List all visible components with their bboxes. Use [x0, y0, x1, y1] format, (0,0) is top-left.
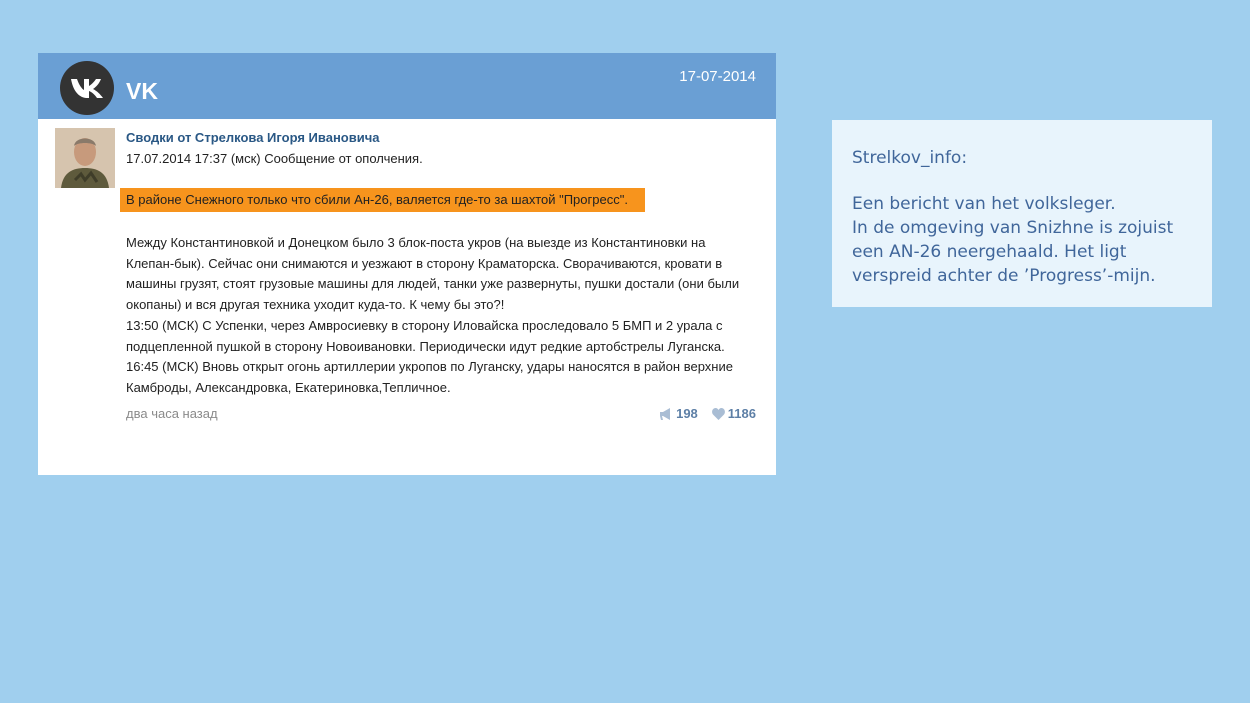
repost-button[interactable]: [659, 406, 698, 421]
post-body: [126, 233, 766, 399]
post-body-line: Между Константиновкой и Донецком было 3 блок-поста укров (на выезде из Константиновки на: [126, 235, 706, 250]
repost-count: 198: [676, 406, 698, 421]
post-meta: 17.07.2014 17:37 (мск) Сообщение от ополчения.: [126, 151, 423, 166]
vk-logo-icon: [60, 61, 114, 115]
heart-icon: [712, 408, 725, 420]
like-count: 1186: [727, 406, 756, 421]
avatar[interactable]: [55, 128, 115, 188]
brand-name: VK: [126, 78, 158, 104]
post-author-link[interactable]: Сводки от Стрелкова Игоря Ивановича: [126, 130, 380, 145]
translation-line: verspreid achter de ’Progress’-mijn.: [852, 266, 1156, 286]
post-body-line: 16:45 (МСК) Вновь открыт огонь артиллерии укропов по Луганску, удары наносятся в район верхние: [126, 359, 733, 375]
megaphone-icon: [659, 408, 673, 420]
post-body-line: подцепленной пушкой в сторону Новоивановки. Периодически идут редкие артобстрелы Луганска.: [126, 338, 725, 354]
translation-line: Een bericht van het volksleger.: [852, 194, 1116, 214]
post-timestamp[interactable]: два часа назад: [126, 406, 218, 421]
translation-line: een AN-26 neergehaald. Het ligt: [852, 242, 1127, 262]
header-date: 17-07-2014: [679, 68, 756, 85]
post-body-line: окопаны) и вся другая техника уходит куда-то. К чему бы это?!: [126, 297, 505, 313]
vk-post-card: [38, 53, 776, 475]
post-stats: [645, 406, 756, 421]
translation-title: Strelkov_info:: [852, 148, 968, 168]
highlighted-text: В районе Снежного только что сбили Ан-26, валяется где-то за шахтой "Прогресс".: [120, 188, 645, 212]
translation-box: [832, 120, 1212, 307]
translation-line: In de omgeving van Snizhne is zojuist: [852, 218, 1174, 238]
post-body-line: Камброды, Александровка, Екатериновка,Тепличное.: [126, 379, 451, 395]
post-body-line: машины грузят, стоят грузовые машины для людей, танки уже развернуты, пушки достали (они были: [126, 276, 740, 292]
like-button[interactable]: [712, 406, 756, 421]
post-body-line: Клепан-бык). Сейчас они снимаются и уезжают в сторону Краматорска. Сворачиваются, кровати в: [126, 255, 723, 271]
card-header: [38, 53, 776, 119]
post-body-line: 13:50 (МСК) С Успенки, через Амвросиевку в сторону Иловайска проследовало 5 БМП и 2 урала с: [126, 317, 723, 333]
